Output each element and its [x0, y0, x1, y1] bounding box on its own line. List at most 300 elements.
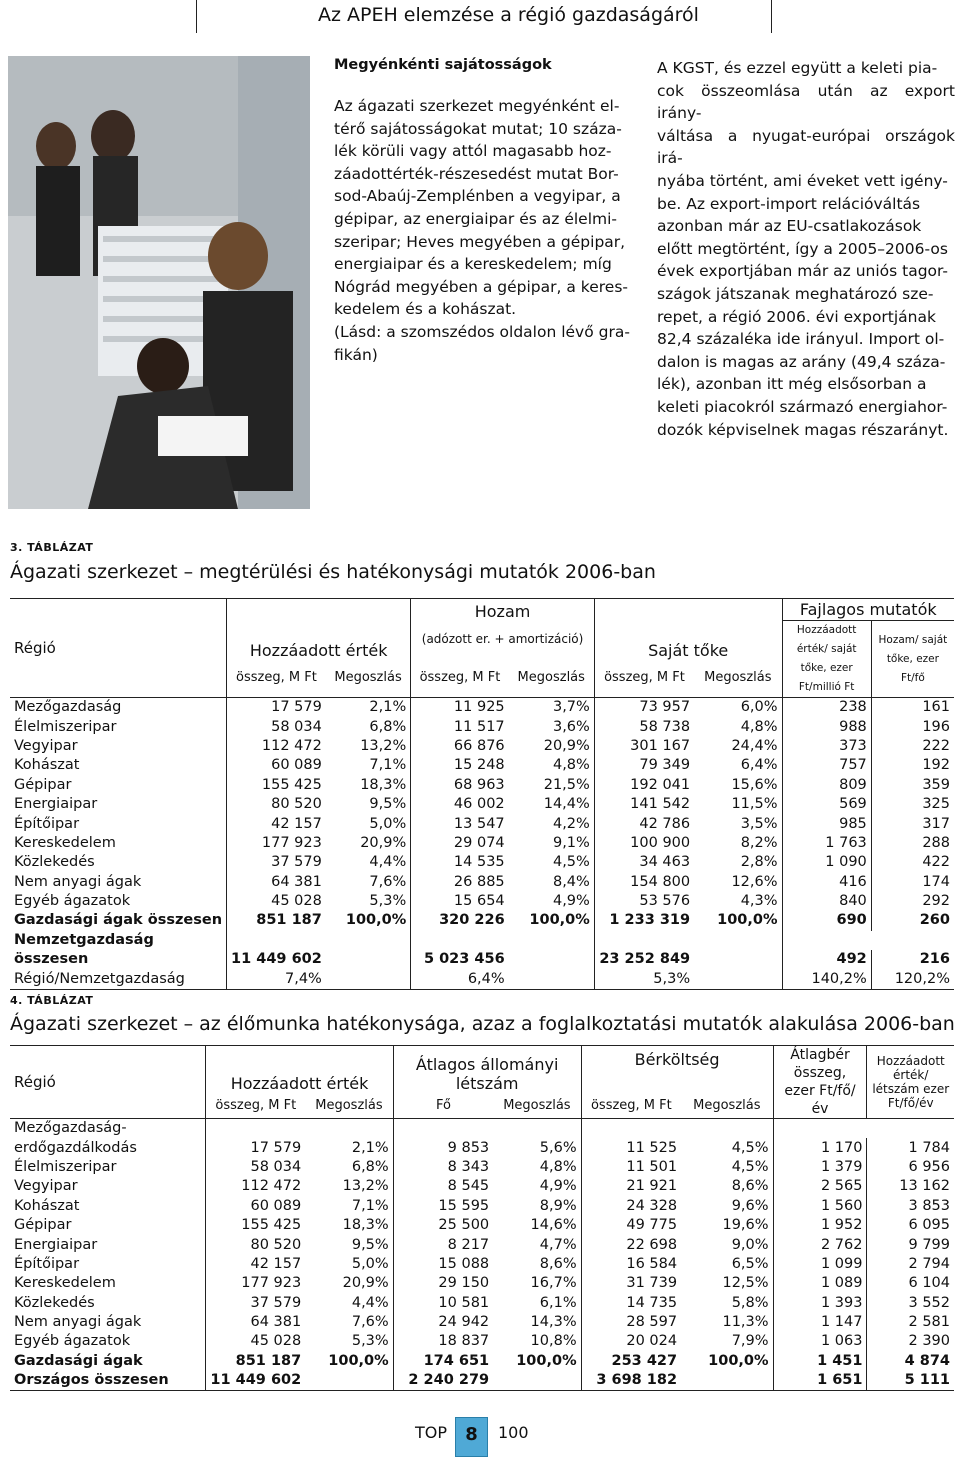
- cell-value: 34 463: [639, 854, 691, 871]
- table-row: [10, 795, 954, 814]
- cell-value: 17 579: [250, 1139, 302, 1156]
- cell-value: 42 157: [271, 815, 322, 832]
- cell-value: 192: [922, 757, 950, 774]
- cell-share: 100,0%: [694, 911, 782, 930]
- table-row: [10, 1138, 954, 1157]
- table4-body: [10, 1119, 954, 1391]
- table3-region-header: Régió: [10, 599, 227, 698]
- cell-value: 10 581: [438, 1294, 490, 1311]
- cell-value: 18 837: [438, 1333, 490, 1350]
- cell-value: 14 735: [626, 1294, 678, 1311]
- table-row: [10, 873, 954, 892]
- row-label: erdőgazdálkodás: [10, 1138, 206, 1157]
- cell-value: 253 427: [611, 1352, 678, 1369]
- cell-share: 4,4%: [305, 1294, 393, 1313]
- table4-sum-header: összeg, M Ft: [590, 1097, 672, 1113]
- table-row: [10, 834, 954, 853]
- cell-value: 46 002: [453, 796, 505, 813]
- cell-share: 2,1%: [326, 698, 411, 718]
- cell-share: 9,0%: [681, 1235, 773, 1254]
- cell-share: 7,6%: [326, 873, 411, 892]
- cell-share: 6,5%: [681, 1255, 773, 1274]
- cell-value: 20 024: [626, 1333, 678, 1350]
- empty-cell: [326, 931, 411, 950]
- cell-value: 1 451: [773, 1352, 867, 1371]
- footer-left-text: TOP: [415, 1423, 448, 1442]
- cell-value: 3 853: [908, 1197, 950, 1214]
- cell-value: 192 041: [630, 776, 691, 793]
- table-row: [10, 1197, 954, 1216]
- cell-value: 60 089: [271, 757, 322, 774]
- table3-share-header: Megoszlás: [509, 659, 595, 698]
- cell-share: 100,0%: [326, 911, 411, 930]
- cell-value: 2 762: [773, 1235, 867, 1254]
- cell-share: 14,6%: [493, 1216, 581, 1235]
- photo-illustration: [8, 56, 310, 509]
- row-label: Energiaipar: [10, 1235, 206, 1254]
- cell-value: 120,2%: [871, 969, 954, 989]
- empty-cell: [493, 1371, 581, 1391]
- cell-value: 1 651: [773, 1371, 867, 1391]
- empty-cell: [782, 931, 871, 950]
- cell-value: 112 472: [261, 737, 322, 754]
- cell-share: 15,6%: [694, 776, 782, 795]
- table4-label: 4. TÁBLÁZAT: [10, 994, 94, 1007]
- cell-value: 5,3%: [594, 969, 694, 989]
- cell-value: 11 525: [626, 1139, 678, 1156]
- cell-value: 292: [922, 893, 950, 910]
- cell-share: 8,6%: [681, 1177, 773, 1196]
- national-row: [10, 950, 954, 969]
- row-label: Élelmiszeripar: [10, 717, 227, 736]
- cell-value: 11 501: [626, 1158, 678, 1175]
- row-label: Közlekedés: [10, 1294, 206, 1313]
- cell-value: 11 449 602: [231, 951, 322, 968]
- cell-value: 141 542: [630, 796, 691, 813]
- national-row: [10, 931, 954, 950]
- cell-value: 6 095: [908, 1217, 950, 1234]
- row-label: Vegyipar: [10, 737, 227, 756]
- cell-share: 100,0%: [305, 1352, 393, 1371]
- cell-value: 80 520: [271, 796, 322, 813]
- cell-share: 7,6%: [305, 1313, 393, 1332]
- table3-yield-header: Hozam: [474, 601, 531, 621]
- cell-value: 58 034: [250, 1158, 302, 1175]
- cell-value: 11 449 602: [206, 1371, 305, 1391]
- cell-value: 21 921: [626, 1178, 678, 1195]
- table-row: [10, 1255, 954, 1274]
- cell-share: 9,5%: [326, 795, 411, 814]
- header-title: Az APEH elemzése a régió gazdaságáról: [318, 4, 699, 26]
- cell-value: 42 786: [639, 815, 691, 832]
- intro-title: Megyénkénti sajátosságok: [334, 57, 552, 73]
- row-label: Kereskedelem: [10, 834, 227, 853]
- cell-value: 11 517: [453, 718, 505, 735]
- cell-value: 8 545: [447, 1178, 490, 1195]
- table4-added-header: Hozzáadott érték: [206, 1046, 393, 1093]
- cell-value: 320 226: [439, 912, 505, 929]
- cell-value: 1 147: [773, 1313, 867, 1332]
- cell-share: 21,5%: [509, 776, 595, 795]
- empty-cell: [509, 969, 595, 989]
- cell-value: 174: [922, 873, 950, 890]
- table4-perhead-header: Hozzáadott érték/ létszám ezer Ft/fő/év: [867, 1046, 954, 1119]
- cell-value: 1 560: [773, 1197, 867, 1216]
- table3-label: 3. TÁBLÁZAT: [10, 541, 94, 554]
- empty-cell: [227, 931, 326, 950]
- cell-value: 9 853: [447, 1139, 490, 1156]
- empty-cell: [493, 1119, 581, 1139]
- table-row: [10, 1158, 954, 1177]
- table4-share-header: Megoszlás: [681, 1093, 773, 1119]
- cell-value: 15 248: [453, 757, 505, 774]
- cell-share: 6,4%: [694, 756, 782, 775]
- cell-share: 4,5%: [681, 1138, 773, 1157]
- intro-column-right: A KGST, és ezzel együtt a keleti pia- cok összeomlása után az export irány- váltása a nyugat-európai országok irá- nyába történt, ami éveket vett igény- be. Az export-import relációváltás azonban már az EU-csatlakozások előtt megtörtént, így a 2005–2006-os évek exportjában már az uniós tagor- szágok játszanak meghatározó sze- repet, a régió 2006. évi exportjának 82,4 százaléka ide irányul. Import ol- dalon is magas az arány (49,4 száza- lék), azonban itt még elsősorban a keleti piacokról származó energiahor- dozók képviselnek magas részarányt.: [657, 59, 955, 439]
- table3-share-header: Megoszlás: [694, 659, 782, 698]
- cell-share: 9,1%: [509, 834, 595, 853]
- cell-share: 8,2%: [694, 834, 782, 853]
- table4-share-header: Megoszlás: [305, 1093, 393, 1119]
- cell-value: 174 651: [423, 1352, 490, 1369]
- cell-value: 690: [782, 911, 871, 930]
- cell-value: 7,4%: [227, 969, 326, 989]
- cell-share: 13,2%: [305, 1177, 393, 1196]
- cell-share: 2,8%: [694, 853, 782, 872]
- cell-value: 42 157: [250, 1255, 302, 1272]
- cell-value: 37 579: [250, 1294, 302, 1311]
- cell-value: 24 328: [626, 1197, 678, 1214]
- cell-value: 140,2%: [782, 969, 871, 989]
- cell-value: 58 738: [639, 718, 691, 735]
- row-label: Kereskedelem: [10, 1274, 206, 1293]
- table-row: [10, 1177, 954, 1196]
- empty-cell: [681, 1119, 773, 1139]
- row-label: Kohászat: [10, 756, 227, 775]
- cell-share: 18,3%: [305, 1216, 393, 1235]
- cell-share: 5,0%: [305, 1255, 393, 1274]
- cell-share: 4,8%: [493, 1158, 581, 1177]
- cell-share: 20,9%: [326, 834, 411, 853]
- table-row: [10, 1119, 954, 1139]
- table-row: [10, 1274, 954, 1293]
- cell-value: 2 390: [908, 1333, 950, 1350]
- cell-share: 4,9%: [493, 1177, 581, 1196]
- cell-value: 4 874: [904, 1352, 950, 1369]
- cell-value: 5 023 456: [423, 951, 505, 968]
- row-label: Gépipar: [10, 776, 227, 795]
- empty-cell: [326, 950, 411, 969]
- cell-share: 4,5%: [509, 853, 595, 872]
- cell-value: 1 952: [773, 1216, 867, 1235]
- cell-share: 14,3%: [493, 1313, 581, 1332]
- cell-share: 19,6%: [681, 1216, 773, 1235]
- empty-cell: [411, 931, 509, 950]
- cell-value: 112 472: [241, 1178, 302, 1195]
- cell-value: 416: [782, 873, 871, 892]
- cell-value: 288: [922, 834, 950, 851]
- cell-value: 359: [922, 776, 950, 793]
- ratio-row: [10, 969, 954, 989]
- empty-cell: [509, 931, 595, 950]
- cell-value: 31 739: [626, 1275, 678, 1292]
- table-row: [10, 717, 954, 736]
- cell-share: 100,0%: [493, 1352, 581, 1371]
- table3-spec2-header: Hozam/ saját tőke, ezer Ft/fő: [871, 621, 954, 698]
- cell-value: 68 963: [453, 776, 505, 793]
- cell-value: 11 925: [453, 699, 505, 716]
- cell-share: 4,3%: [694, 892, 782, 911]
- row-label: Építőipar: [10, 814, 227, 833]
- photo: [8, 56, 310, 509]
- cell-share: 4,5%: [681, 1158, 773, 1177]
- table4-title: Ágazati szerkezet – az élőmunka hatékonysága, azaz a foglalkoztatási mutatók alakulása 2006-ban: [10, 1013, 955, 1035]
- cell-value: 79 349: [639, 757, 691, 774]
- empty-cell: [326, 969, 411, 989]
- cell-share: 12,6%: [694, 873, 782, 892]
- cell-share: 100,0%: [509, 911, 595, 930]
- cell-value: 26 885: [453, 873, 505, 890]
- cell-value: 8 343: [447, 1158, 490, 1175]
- cell-value: 2 565: [773, 1177, 867, 1196]
- row-label: összesen: [10, 950, 227, 969]
- table3-added-header: Hozzáadott érték: [227, 599, 411, 659]
- cell-value: 238: [782, 698, 871, 718]
- cell-share: 2,1%: [305, 1138, 393, 1157]
- cell-value: 422: [922, 854, 950, 871]
- row-label: Közlekedés: [10, 853, 227, 872]
- table-row: [10, 1294, 954, 1313]
- cell-value: 851 187: [235, 1352, 302, 1369]
- cell-share: 11,5%: [694, 795, 782, 814]
- cell-share: 5,8%: [681, 1294, 773, 1313]
- cell-value: 1 099: [773, 1255, 867, 1274]
- row-label: Kohászat: [10, 1197, 206, 1216]
- cell-value: 1 090: [782, 853, 871, 872]
- cell-value: 1 170: [773, 1138, 867, 1157]
- cell-value: 222: [922, 737, 950, 754]
- cell-value: 1 784: [908, 1139, 950, 1156]
- cell-share: 12,5%: [681, 1274, 773, 1293]
- cell-value: 1 763: [782, 834, 871, 853]
- cell-share: 8,9%: [493, 1197, 581, 1216]
- table4-region-header: Régió: [10, 1046, 206, 1119]
- row-label: Nem anyagi ágak: [10, 873, 227, 892]
- cell-value: 851 187: [256, 912, 322, 929]
- cell-value: 2 794: [908, 1255, 950, 1272]
- table-row: [10, 853, 954, 872]
- table4-person-header: Fő: [435, 1097, 451, 1113]
- table4-wage-header: Bérköltség: [581, 1046, 773, 1093]
- table3-specific-header: Fajlagos mutatók: [782, 599, 954, 621]
- cell-value: 1 089: [773, 1274, 867, 1293]
- empty-cell: [681, 1371, 773, 1391]
- cell-value: 809: [782, 776, 871, 795]
- intro-column-left: Az ágazati szerkezet megyénként el- térő sajátosságokat mutat; 10 száza- lék körüli vagy attól magasabb hoz- záadottérték-részesedést mutat Bor- sod-Abaúj-Zemplénben a vegyipar, a gépipar, az energiaipar és az élelmi- szeripar; Heves megyében a gépipar, energiaipar és a kereskedelem; míg Nógrád megyében a gépipar, a keres- kedelem és a kohászat. (Lásd: a szomszédos oldalon lévő gra- fikán): [334, 97, 630, 364]
- cell-value: 1 063: [773, 1332, 867, 1351]
- table4-avgwage-header: Átlagbér összeg, ezer Ft/fő/év: [773, 1046, 867, 1119]
- table4: [10, 1045, 954, 1391]
- empty-cell: [594, 931, 694, 950]
- cell-share: 11,3%: [681, 1313, 773, 1332]
- row-label: Vegyipar: [10, 1177, 206, 1196]
- table3-share-header: Megoszlás: [326, 659, 411, 698]
- empty-cell: [305, 1371, 393, 1391]
- cell-value: 64 381: [271, 873, 322, 890]
- empty-cell: [694, 950, 782, 969]
- table4-sum-header: összeg, M Ft: [215, 1097, 297, 1113]
- cell-share: 7,1%: [305, 1197, 393, 1216]
- cell-value: 8 217: [447, 1236, 490, 1253]
- cell-value: 29 150: [438, 1275, 490, 1292]
- row-label: Építőipar: [10, 1255, 206, 1274]
- row-label: Egyéb ágazatok: [10, 1332, 206, 1351]
- row-label: Élelmiszeripar: [10, 1158, 206, 1177]
- row-label: Gazdasági ágak összesen: [10, 911, 227, 930]
- cell-share: 13,2%: [326, 737, 411, 756]
- table3-sum-header: összeg, M Ft: [604, 670, 685, 686]
- cell-share: 4,9%: [509, 892, 595, 911]
- page-number-badge: [455, 1417, 488, 1457]
- cell-share: 9,6%: [681, 1197, 773, 1216]
- cell-value: 13 162: [899, 1178, 950, 1195]
- cell-value: 177 923: [241, 1275, 302, 1292]
- cell-value: 492: [782, 950, 871, 969]
- table-row: [10, 776, 954, 795]
- cell-share: 10,8%: [493, 1332, 581, 1351]
- cell-value: 177 923: [261, 834, 322, 851]
- cell-value: 161: [922, 699, 950, 716]
- cell-value: 14 535: [453, 854, 505, 871]
- row-label: Országos összesen: [10, 1371, 206, 1391]
- empty-cell: [694, 969, 782, 989]
- cell-share: 7,9%: [681, 1332, 773, 1351]
- cell-value: 15 595: [438, 1197, 490, 1214]
- empty-cell: [867, 1119, 954, 1139]
- cell-value: 23 252 849: [599, 951, 691, 968]
- cell-value: 6,4%: [411, 969, 509, 989]
- cell-share: 16,7%: [493, 1274, 581, 1293]
- table3-yield-subheader: (adózott er. + amortizáció): [421, 632, 584, 646]
- footer-right-text: 100: [498, 1423, 529, 1442]
- cell-value: 58 034: [271, 718, 322, 735]
- cell-share: 4,4%: [326, 853, 411, 872]
- national-row: [10, 1371, 954, 1391]
- empty-cell: [773, 1119, 867, 1139]
- cell-value: 1 233 319: [609, 912, 691, 929]
- cell-share: 4,8%: [509, 756, 595, 775]
- empty-cell: [393, 1119, 493, 1139]
- cell-value: 3 552: [908, 1294, 950, 1311]
- total-row: [10, 1352, 954, 1371]
- cell-value: 155 425: [241, 1217, 302, 1234]
- table-row: [10, 756, 954, 775]
- cell-value: 45 028: [271, 893, 322, 910]
- cell-value: 2 240 279: [393, 1371, 493, 1391]
- table-row: [10, 1235, 954, 1254]
- cell-value: 29 074: [453, 834, 505, 851]
- cell-share: 6,8%: [326, 717, 411, 736]
- table-row: [10, 737, 954, 756]
- table-row: [10, 892, 954, 911]
- cell-value: 3 698 182: [581, 1371, 681, 1391]
- table3-sum-header: összeg, M Ft: [236, 670, 317, 686]
- row-label: Nem anyagi ágak: [10, 1313, 206, 1332]
- cell-value: 1 393: [773, 1294, 867, 1313]
- cell-value: 17 579: [271, 699, 322, 716]
- table3-title: Ágazati szerkezet – megtérülési és hatékonysági mutatók 2006-ban: [10, 561, 656, 583]
- cell-value: 757: [782, 756, 871, 775]
- cell-value: 13 547: [453, 815, 505, 832]
- cell-value: 28 597: [626, 1314, 678, 1331]
- cell-value: 325: [922, 796, 950, 813]
- cell-value: 985: [782, 814, 871, 833]
- row-label: Energiaipar: [10, 795, 227, 814]
- cell-share: 5,0%: [326, 814, 411, 833]
- cell-share: 4,2%: [509, 814, 595, 833]
- cell-share: 5,6%: [493, 1138, 581, 1157]
- cell-value: 2 581: [908, 1314, 950, 1331]
- cell-share: 24,4%: [694, 737, 782, 756]
- cell-share: 14,4%: [509, 795, 595, 814]
- cell-value: 22 698: [626, 1236, 678, 1253]
- cell-value: 840: [782, 892, 871, 911]
- cell-share: 5,3%: [305, 1332, 393, 1351]
- table-row: [10, 698, 954, 718]
- row-label: Egyéb ágazatok: [10, 892, 227, 911]
- table-row: [10, 1216, 954, 1235]
- cell-value: 15 088: [438, 1255, 490, 1272]
- cell-share: 8,6%: [493, 1255, 581, 1274]
- table3-body: [10, 698, 954, 990]
- cell-value: 37 579: [271, 854, 322, 871]
- empty-cell: [871, 931, 954, 950]
- cell-value: 155 425: [261, 776, 322, 793]
- cell-share: 9,5%: [305, 1235, 393, 1254]
- cell-value: 1 379: [773, 1158, 867, 1177]
- cell-value: 317: [922, 815, 950, 832]
- table3-equity-header: Saját tőke: [594, 599, 782, 659]
- cell-value: 53 576: [639, 893, 691, 910]
- cell-share: 8,4%: [509, 873, 595, 892]
- cell-share: 7,1%: [326, 756, 411, 775]
- empty-cell: [581, 1119, 681, 1139]
- cell-value: 25 500: [438, 1217, 490, 1234]
- row-label: Régió/Nemzetgazdaság: [10, 969, 227, 989]
- row-label: Nemzetgazdaság: [10, 931, 227, 950]
- cell-value: 216: [919, 951, 950, 968]
- cell-share: 3,7%: [509, 698, 595, 718]
- cell-value: 260: [919, 912, 950, 929]
- cell-share: 6,8%: [305, 1158, 393, 1177]
- table4-share-header: Megoszlás: [493, 1093, 581, 1119]
- row-label: Gépipar: [10, 1216, 206, 1235]
- cell-value: 988: [782, 717, 871, 736]
- table-row: [10, 1332, 954, 1351]
- cell-share: 20,9%: [305, 1274, 393, 1293]
- cell-value: 16 584: [626, 1255, 678, 1272]
- cell-value: 15 654: [453, 893, 505, 910]
- cell-share: 18,3%: [326, 776, 411, 795]
- cell-value: 24 942: [438, 1314, 490, 1331]
- table-row: [10, 814, 954, 833]
- cell-value: 64 381: [250, 1314, 302, 1331]
- table3: [10, 598, 954, 990]
- cell-value: 6 104: [908, 1275, 950, 1292]
- cell-share: 3,6%: [509, 717, 595, 736]
- cell-value: 100 900: [630, 834, 691, 851]
- empty-cell: [206, 1119, 305, 1139]
